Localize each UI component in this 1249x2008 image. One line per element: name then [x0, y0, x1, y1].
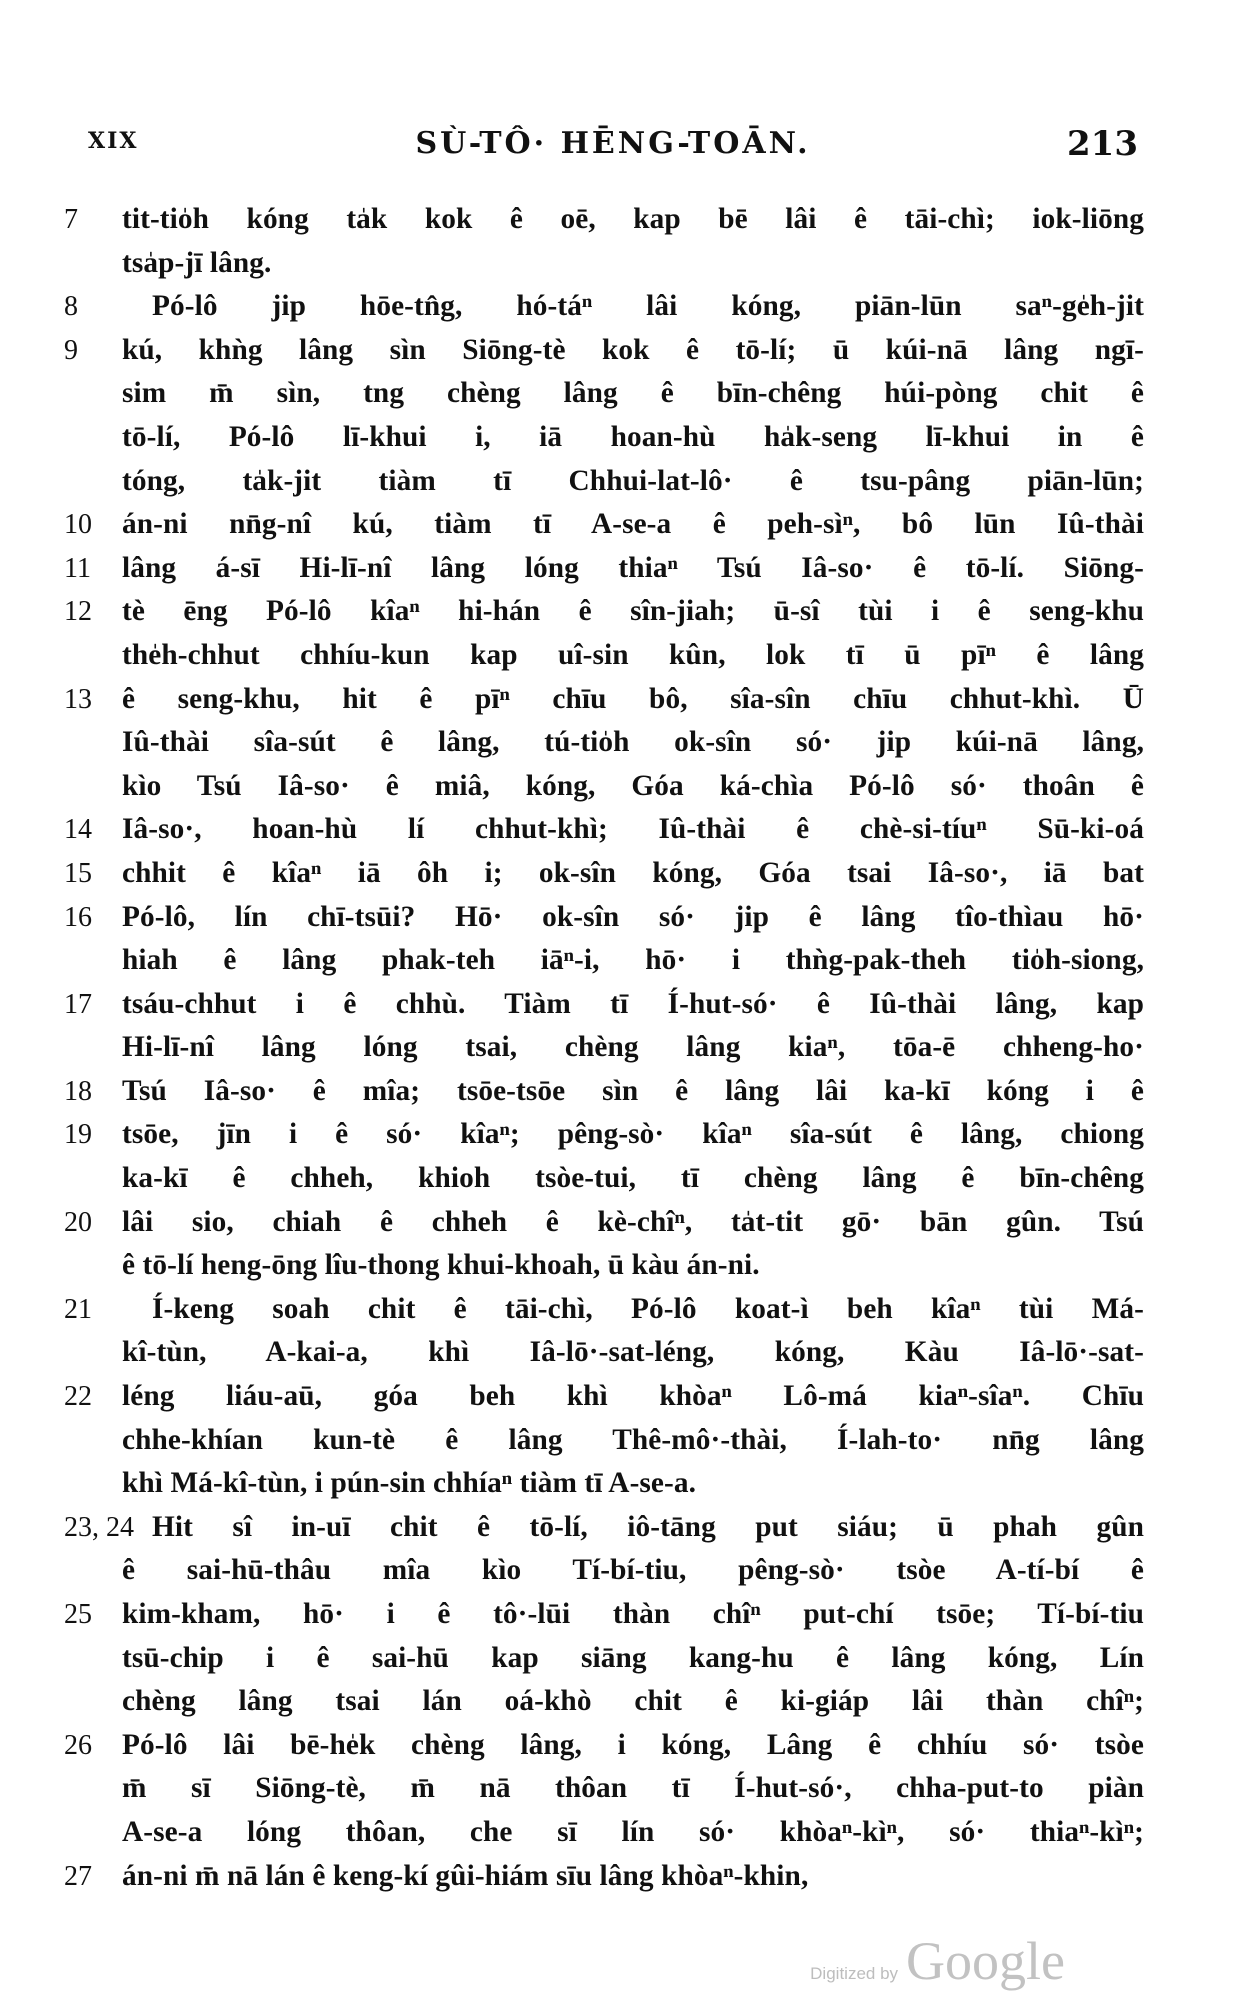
line-text: Iû-thài sîa-sút ê lâng, tú-tio̍h ok-sîn só· jip kúi-nā lâng,: [122, 726, 1144, 759]
verse-number: 11: [64, 552, 91, 584]
text-line: [64, 416, 1144, 460]
line-text: ê seng-khu, hit ê pīⁿ chīu bô, sîa-sîn chīu chhut-khì. Ū: [122, 682, 1144, 715]
verse-number: 21: [64, 1293, 92, 1325]
text-line: [64, 547, 1144, 591]
verse-number: 17: [64, 988, 92, 1020]
line-text: kìo Tsú Iâ-so· ê miâ, kóng, Góa ká-chìa Pó-lô só· thoân ê: [122, 769, 1144, 802]
line-text: kim-kham, hō· i ê tô·-lūi thàn chîⁿ put-chí tsōe; Tí-bí-tiu: [122, 1598, 1144, 1630]
line-text: tè ēng Pó-lô kîaⁿ hi-hán ê sîn-jiah; ū-sî tùi i ê seng-khu: [122, 595, 1144, 628]
text-line: [64, 242, 1144, 286]
text-line: [64, 372, 1144, 416]
verse-number: 10: [64, 509, 92, 541]
text-line: [64, 329, 1144, 373]
text-line: [64, 765, 1144, 809]
text-line: [64, 1026, 1144, 1070]
text-line: [64, 590, 1144, 634]
line-text: tsáu-chhut i ê chhù. Tiàm tī Í-hut-só· ê Iû-thài lâng, kap: [122, 987, 1144, 1020]
text-line: [64, 1549, 1144, 1593]
text-line: [64, 896, 1144, 940]
verse-number: 12: [64, 596, 92, 628]
running-title: SÙ-TÔ· HĒNG-TOĀN.: [415, 126, 811, 161]
line-text: sim m̄ sìn, tng chèng lâng ê bīn-chêng húi-pòng chit ê: [122, 377, 1144, 410]
text-line: [64, 1201, 1144, 1245]
line-text: tit-tio̍h kóng ta̍k kok ê oē, kap bē lâi ê tāi-chì; iok-liōng: [122, 203, 1144, 235]
verse-number: 20: [64, 1206, 92, 1238]
text-line: [64, 939, 1144, 983]
verse-number: 8: [64, 291, 78, 323]
line-text: ê sai-hū-thâu mîa kìo Tí-bí-tiu, pêng-sò· tsòe A-tí-bí ê: [122, 1554, 1144, 1587]
line-text: A-se-a lóng thôan, che sī lín só· khòaⁿ-kìⁿ, só· thiaⁿ-kìⁿ;: [122, 1815, 1144, 1848]
line-text: Pó-lô jip hōe-tn̂g, hó-táⁿ lâi kóng, piān-lūn saⁿ-ge̍h-jit: [152, 290, 1144, 323]
text-line: [64, 1462, 1144, 1506]
line-text: léng liáu-aū, góa beh khì khòaⁿ Lô-má kiaⁿ-sîaⁿ. Chīu: [122, 1380, 1144, 1413]
text-line: [64, 460, 1144, 504]
page-number: 213: [1067, 124, 1138, 164]
line-text: Tsú Iâ-so· ê mîa; tsōe-tsōe sìn ê lâng lâi ka-kī kóng i ê: [122, 1074, 1144, 1107]
verse-number: 16: [64, 901, 92, 933]
verse-number: 13: [64, 683, 92, 715]
verse-number: 27: [64, 1860, 92, 1892]
verse-number: 18: [64, 1075, 92, 1107]
line-text: Í-keng soah chit ê tāi-chì, Pó-lô koat-ì beh kîaⁿ tùi Má-: [152, 1292, 1144, 1325]
line-text: Pó-lô, lín chī-tsūi? Hō· ok-sîn só· jip ê lâng tîo-thìau hō·: [122, 900, 1144, 933]
verse-number: 9: [64, 334, 78, 366]
line-text: ê tō-lí heng-ōng lîu-thong khui-khoah, ū kàu án-ni.: [122, 1249, 760, 1282]
verse-number: 22: [64, 1381, 92, 1413]
line-text: chhe-khían kun-tè ê lâng Thê-mô·-thài, Í-lah-to· nn̄g lâng: [122, 1423, 1144, 1456]
verse-number: 19: [64, 1119, 92, 1151]
text-line: [64, 1419, 1144, 1463]
text-line: [64, 808, 1144, 852]
verse-number: 15: [64, 857, 92, 889]
line-text: the̍h-chhut chhíu-kun kap uî-sin kûn, lok tī ū pīⁿ ê lâng: [122, 638, 1144, 671]
verse-number: 23, 24: [64, 1511, 134, 1543]
line-text: khì Má-kî-tùn, i pún-sin chhíaⁿ tiàm tī A-se-a.: [122, 1467, 697, 1500]
text-line: [64, 1855, 1144, 1899]
verse-number: 25: [64, 1599, 92, 1630]
text-line: [64, 1157, 1144, 1201]
digitized-by-text: Digitized by: [810, 1964, 899, 1983]
line-text: ka-kī ê chheh, khioh tsòe-tui, tī chèng lâng ê bīn-chêng: [122, 1162, 1144, 1195]
line-text: lâi sio, chiah ê chheh ê kè-chîⁿ, ta̍t-tit gō· bān gûn. Tsú: [122, 1205, 1144, 1238]
chapter-number: XIX: [88, 128, 139, 154]
text-line: [64, 983, 1144, 1027]
line-text: Hit sî in-uī chit ê tō-lí, iô-tāng put siáu; ū phah gûn: [152, 1510, 1144, 1543]
text-line: [64, 1244, 1144, 1288]
text-line: [64, 678, 1144, 722]
text-line: [64, 1724, 1144, 1768]
text-line: [64, 634, 1144, 678]
line-text: Iâ-so·, hoan-hù lí chhut-khì; Iû-thài ê chè-si-tíuⁿ Sū-ki-oá: [122, 813, 1144, 846]
line-text: lâng á-sī Hi-lī-nî lâng lóng thiaⁿ Tsú Iâ-so· ê tō-lí. Siōng-: [122, 551, 1144, 584]
line-text: tóng, ta̍k-jit tiàm tī Chhui-lat-lô· ê tsu-pâng piān-lūn;: [122, 464, 1144, 497]
line-text: án-ni m̄ nā lán ê keng-kí gûi-hiám sīu lâng khòaⁿ-khin,: [122, 1859, 809, 1892]
text-line: [64, 1680, 1144, 1724]
text-line: [64, 285, 1144, 329]
line-text: chèng lâng tsai lán oá-khò chit ê ki-giáp lâi thàn chîⁿ;: [122, 1685, 1144, 1718]
line-text: kî-tùn, A-kai-a, khì Iâ-lō·-sat-léng, kóng, Kàu Iâ-lō·-sat-: [122, 1336, 1144, 1369]
running-header: [88, 124, 1138, 188]
line-text: hiah ê lâng phak-teh iāⁿ-i, hō· i thǹg-pak-theh tio̍h-siong,: [122, 944, 1144, 977]
text-line: [64, 1637, 1144, 1681]
text-line: [64, 1506, 1144, 1550]
text-line: [64, 1070, 1144, 1114]
text-line: [64, 1375, 1144, 1419]
text-line: [64, 198, 1144, 242]
line-text: Pó-lô lâi bē-he̍k chèng lâng, i kóng, Lâng ê chhíu só· tsòe: [122, 1728, 1144, 1761]
verse-number: 7: [64, 204, 78, 235]
text-line: [64, 1113, 1144, 1157]
line-text: chhit ê kîaⁿ iā ôh i; ok-sîn kóng, Góa tsai Iâ-so·, iā bat: [122, 856, 1144, 889]
text-line: [64, 1331, 1144, 1375]
verse-number: 14: [64, 814, 92, 846]
text-line: [64, 852, 1144, 896]
page-body: [64, 198, 1144, 1898]
text-line: [64, 1288, 1144, 1332]
line-text: m̄ sī Siōng-tè, m̄ nā thôan tī Í-hut-só·, chha-put-to piàn: [122, 1772, 1144, 1805]
line-text: Hi-lī-nî lâng lóng tsai, chèng lâng kiaⁿ, tōa-ē chheng-ho·: [122, 1031, 1144, 1064]
text-line: [64, 503, 1144, 547]
line-text: tō-lí, Pó-lô lī-khui i, iā hoan-hù ha̍k-seng lī-khui in ê: [122, 420, 1144, 453]
line-text: tsa̍p-jī lâng.: [122, 246, 272, 279]
verse-number: 26: [64, 1729, 92, 1761]
line-text: kú, khǹg lâng sìn Siōng-tè kok ê tō-lí; ū kúi-nā lâng ngī-: [122, 333, 1144, 366]
line-text: tsōe, jīn i ê só· kîaⁿ; pêng-sò· kîaⁿ sîa-sút ê lâng, chiong: [122, 1118, 1144, 1151]
line-text: tsū-chip i ê sai-hū kap siāng kang-hu ê lâng kóng, Lín: [122, 1641, 1144, 1674]
google-logo: Google: [906, 1931, 1065, 1991]
text-line: [64, 1811, 1144, 1855]
line-text: án-ni nn̄g-nî kú, tiàm tī A-se-a ê peh-sìⁿ, bô lūn Iû-thài: [122, 508, 1144, 541]
text-line: [64, 721, 1144, 765]
text-line: [64, 1767, 1144, 1811]
digitized-watermark: [810, 1930, 1065, 1992]
text-line: [64, 1593, 1144, 1637]
